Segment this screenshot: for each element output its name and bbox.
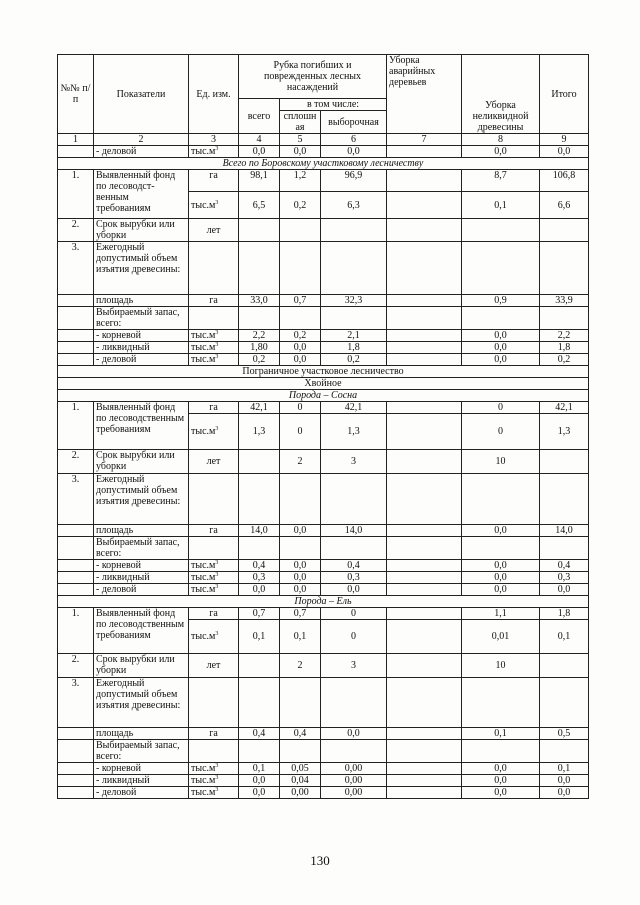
column-number-cell: 1 [58, 134, 94, 146]
value-cell: 0,3 [321, 572, 387, 584]
unit-superscript: 3 [215, 787, 219, 793]
value-cell: 0,0 [462, 763, 540, 775]
row-label: площадь [94, 728, 189, 740]
row-label: - деловой [94, 354, 189, 366]
unit-superscript: 3 [215, 342, 219, 348]
unit-cell: тыс.м [191, 787, 216, 798]
row-label: - корневой [94, 560, 189, 572]
unit-cell: га [189, 170, 239, 192]
value-cell: 0 [321, 620, 387, 654]
section-heading: Хвойное [58, 378, 589, 390]
unit-cell: тыс.м [191, 426, 216, 437]
row-label: Ежегодный допустимый объем изъятия древесины: [94, 242, 189, 295]
unit-superscript: 3 [215, 330, 219, 336]
row-label: - корневой [94, 330, 189, 342]
section-heading: Пограничное участковое лесничество [58, 366, 589, 378]
value-cell: 0,0 [280, 146, 321, 158]
value-cell: 0 [462, 414, 540, 450]
unit-cell: тыс.м [191, 572, 216, 583]
unit-cell: тыс.м [191, 775, 216, 786]
value-cell: 0,0 [280, 354, 321, 366]
row-label: - корневой [94, 763, 189, 775]
value-cell: 0,0 [280, 584, 321, 596]
value-cell: 10 [462, 450, 540, 474]
row-number: 3. [58, 474, 94, 525]
value-cell: 0,0 [280, 560, 321, 572]
column-number-cell: 9 [540, 134, 589, 146]
unit-superscript: 3 [215, 354, 219, 360]
section-heading: Всего по Боровскому участковому лесничеству [58, 158, 589, 170]
value-cell: 96,9 [321, 170, 387, 192]
unit-cell: тыс.м [191, 146, 216, 157]
value-cell: 0,7 [239, 608, 280, 620]
value-cell: 0,0 [321, 584, 387, 596]
section-heading: Порода – Сосна [58, 390, 589, 402]
column-number-cell: 7 [387, 134, 462, 146]
row-label: - ликвидный [94, 572, 189, 584]
value-cell: 0,1 [239, 763, 280, 775]
value-cell: 0,2 [280, 192, 321, 219]
value-cell: 1,80 [239, 342, 280, 354]
row-label: Выявленный фонд по лесоводст-венным требованиям [94, 170, 189, 219]
row-label: Ежегодный допустимый объем изъятия древесины: [94, 678, 189, 728]
unit-superscript: 3 [215, 572, 219, 578]
value-cell: 0,0 [540, 146, 589, 158]
value-cell: 1,2 [280, 170, 321, 192]
row-label: Срок вырубки или уборки [94, 450, 189, 474]
unit-superscript: 3 [215, 426, 219, 432]
header-clear: сплошн ая [280, 111, 321, 134]
value-cell: 0,0 [321, 728, 387, 740]
row-label: Выбираемый запас, всего: [94, 307, 189, 330]
unit-superscript: 3 [215, 199, 219, 206]
row-label: Выявленный фонд по лесоводственным требованиям [94, 608, 189, 654]
row-number: 1. [58, 402, 94, 450]
row-label: Ежегодный допустимый объем изъятия древесины: [94, 474, 189, 525]
value-cell: 106,8 [540, 170, 589, 192]
unit-cell: га [189, 295, 239, 307]
value-cell: 0,0 [280, 572, 321, 584]
value-cell: 14,0 [239, 525, 280, 537]
value-cell: 0,4 [239, 728, 280, 740]
header-total: всего [239, 99, 280, 134]
section-heading: Порода – Ель [58, 596, 589, 608]
unit-superscript: 3 [215, 631, 219, 637]
value-cell: 0,7 [280, 295, 321, 307]
unit-cell: лет [189, 654, 239, 678]
value-cell: 0,2 [280, 330, 321, 342]
value-cell: 8,7 [462, 170, 540, 192]
header-indicators: Показатели [94, 55, 189, 134]
value-cell: 0,0 [239, 775, 280, 787]
value-cell: 0 [280, 402, 321, 414]
row-number: 2. [58, 654, 94, 678]
unit-cell: лет [189, 219, 239, 242]
row-label: Выявленный фонд по лесоводственным требованиям [94, 402, 189, 450]
value-cell: 42,1 [540, 402, 589, 414]
value-cell: 1,8 [321, 342, 387, 354]
value-cell: 0,3 [239, 572, 280, 584]
unit-cell: тыс.м [191, 354, 216, 365]
row-label: Выбираемый запас, всего: [94, 740, 189, 763]
value-cell: 0,0 [462, 342, 540, 354]
value-cell: 42,1 [239, 402, 280, 414]
value-cell: 1,1 [462, 608, 540, 620]
value-cell: 0,2 [239, 354, 280, 366]
unit-superscript: 3 [215, 560, 219, 566]
row-label: - ликвидный [94, 342, 189, 354]
value-cell: 0 [280, 414, 321, 450]
value-cell: 0,7 [280, 608, 321, 620]
column-number-cell: 8 [462, 134, 540, 146]
value-cell: 0,0 [280, 342, 321, 354]
value-cell: 0,2 [540, 354, 589, 366]
row-label: площадь [94, 295, 189, 307]
row-label: - деловой [94, 584, 189, 596]
row-label: Выбираемый запас, всего: [94, 537, 189, 560]
value-cell: 0,0 [462, 584, 540, 596]
value-cell: 3 [321, 654, 387, 678]
value-cell: 0,4 [321, 560, 387, 572]
row-label: - деловой [94, 787, 189, 799]
value-cell: 1,8 [540, 342, 589, 354]
value-cell: 0 [462, 402, 540, 414]
value-cell: 1,8 [540, 608, 589, 620]
value-cell: 2 [280, 654, 321, 678]
value-cell: 0,0 [462, 787, 540, 799]
value-cell: 0,1 [540, 620, 589, 654]
unit-cell: тыс.м [191, 763, 216, 774]
value-cell: 0,0 [321, 146, 387, 158]
column-number-row [58, 134, 589, 146]
value-cell: 0,0 [239, 146, 280, 158]
value-cell: 0,00 [321, 775, 387, 787]
unit-superscript: 3 [215, 584, 219, 590]
unit-cell: тыс.м [191, 199, 216, 211]
value-cell: 10 [462, 654, 540, 678]
value-cell: 2,2 [540, 330, 589, 342]
value-cell: 0,3 [540, 572, 589, 584]
unit-superscript: 3 [215, 763, 219, 769]
value-cell: 0,00 [280, 787, 321, 799]
value-cell: 14,0 [540, 525, 589, 537]
unit-cell: тыс.м [191, 342, 216, 353]
value-cell: 0,5 [540, 728, 589, 740]
value-cell: 0,0 [462, 572, 540, 584]
unit-cell: тыс.м [191, 631, 216, 642]
value-cell: 0,0 [280, 525, 321, 537]
value-cell: 33,0 [239, 295, 280, 307]
value-cell: 0,4 [540, 560, 589, 572]
value-cell: 0,1 [462, 728, 540, 740]
header-num: №№ п/п [58, 55, 94, 134]
value-cell: 14,0 [321, 525, 387, 537]
unit-cell: тыс.м [191, 584, 216, 595]
value-cell: 33,9 [540, 295, 589, 307]
value-cell: 0,0 [462, 330, 540, 342]
value-cell: 0,0 [462, 146, 540, 158]
unit-cell: га [189, 402, 239, 414]
unit-cell: га [189, 728, 239, 740]
value-cell: 0,0 [540, 787, 589, 799]
value-cell: 0,00 [321, 763, 387, 775]
value-cell: 3 [321, 450, 387, 474]
value-cell: 2,2 [239, 330, 280, 342]
value-cell: 0,0 [540, 775, 589, 787]
header-sum: Итого [540, 55, 589, 134]
row-number: 1. [58, 170, 94, 219]
value-cell: 0,0 [239, 584, 280, 596]
row-label: Срок вырубки или уборки [94, 654, 189, 678]
column-number-cell: 5 [280, 134, 321, 146]
value-cell: 6,3 [321, 192, 387, 219]
value-cell: 6,6 [540, 192, 589, 219]
column-number-cell: 2 [94, 134, 189, 146]
value-cell: 0,4 [239, 560, 280, 572]
value-cell: 1,3 [540, 414, 589, 450]
row-label: Срок вырубки или уборки [94, 219, 189, 242]
value-cell: 0,2 [321, 354, 387, 366]
row-label: - деловой [94, 146, 189, 158]
column-number-cell: 6 [321, 134, 387, 146]
value-cell: 0,00 [321, 787, 387, 799]
value-cell: 0 [321, 608, 387, 620]
value-cell: 0,9 [462, 295, 540, 307]
value-cell: 0,0 [540, 584, 589, 596]
value-cell: 0,0 [462, 525, 540, 537]
value-cell: 0,05 [280, 763, 321, 775]
value-cell: 0,01 [462, 620, 540, 654]
value-cell: 42,1 [321, 402, 387, 414]
unit-cell: тыс.м [191, 560, 216, 571]
column-number-cell: 4 [239, 134, 280, 146]
value-cell: 0,04 [280, 775, 321, 787]
header-illiquid: Уборка неликвидной древесины [462, 55, 540, 134]
row-label: - ликвидный [94, 775, 189, 787]
value-cell: 6,5 [239, 192, 280, 219]
value-cell: 0,1 [280, 620, 321, 654]
value-cell: 1,3 [239, 414, 280, 450]
forest-felling-table [57, 54, 589, 799]
value-cell: 2,1 [321, 330, 387, 342]
row-number: 3. [58, 678, 94, 728]
header-unit: Ед. изм. [189, 55, 239, 134]
unit-cell: га [189, 525, 239, 537]
value-cell: 32,3 [321, 295, 387, 307]
unit-superscript: 3 [215, 146, 219, 152]
row-number: 2. [58, 219, 94, 242]
unit-cell: тыс.м [191, 330, 216, 341]
row-number: 2. [58, 450, 94, 474]
value-cell: 0,0 [462, 354, 540, 366]
unit-superscript: 3 [215, 775, 219, 781]
page-number: 130 [310, 853, 330, 868]
header-felling-group: Рубка погибших и поврежденных лесных насаждений [239, 55, 387, 99]
value-cell: 98,1 [239, 170, 280, 192]
value-cell: 0,1 [239, 620, 280, 654]
value-cell: 0,0 [239, 787, 280, 799]
row-number: 3. [58, 242, 94, 295]
header-emergency: Уборка аварийных деревьев [387, 55, 462, 134]
unit-cell: лет [189, 450, 239, 474]
header-selective: выборочная [321, 111, 387, 134]
value-cell: 1,3 [321, 414, 387, 450]
column-number-cell: 3 [189, 134, 239, 146]
value-cell: 0,1 [540, 763, 589, 775]
row-number: 1. [58, 608, 94, 654]
unit-cell: га [189, 608, 239, 620]
value-cell: 0,4 [280, 728, 321, 740]
header-incl: в том числе: [280, 99, 387, 111]
value-cell: 0,0 [462, 560, 540, 572]
value-cell: 0,1 [462, 192, 540, 219]
row-label: площадь [94, 525, 189, 537]
value-cell: 2 [280, 450, 321, 474]
value-cell: 0,0 [462, 775, 540, 787]
